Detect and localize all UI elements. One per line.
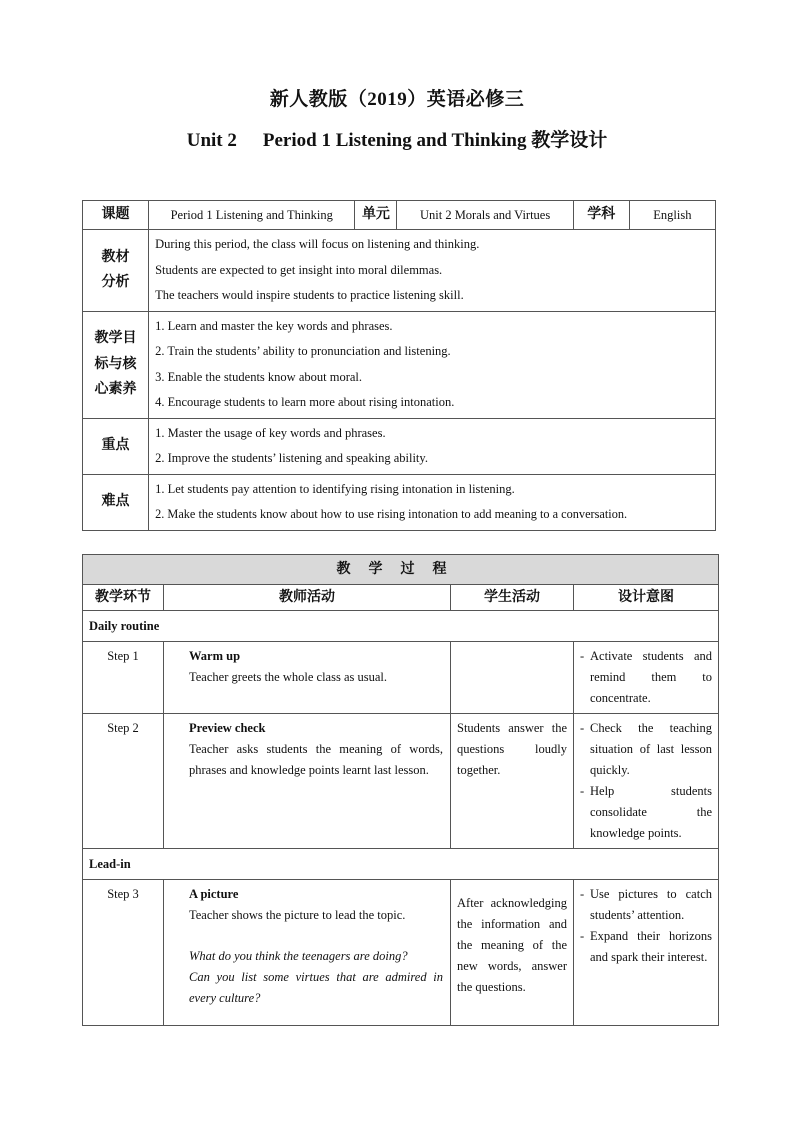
difficulties-label: 难点 [83, 474, 149, 530]
step-label: Step 3 [83, 880, 164, 1026]
objectives-label: 教学目 标与核 心素养 [83, 311, 149, 418]
section-lead-in: Lead-in [83, 849, 719, 880]
design-purpose: - Use pictures to catch students’ attention. - Expand their horizons and spark their interest. [574, 880, 719, 1026]
student-activity: Students answer the questions loudly together. [451, 714, 574, 849]
step-row [83, 642, 719, 714]
section-row [83, 849, 719, 880]
unit-value: Unit 2 Morals and Virtues [397, 201, 573, 230]
step-row [83, 880, 719, 1026]
analysis-label: 教材 分析 [83, 230, 149, 312]
design-purpose: - Check the teaching situation of last lesson quickly. - Help students consolidate the knowledge points. [574, 714, 719, 849]
document-subtitle [0, 125, 794, 152]
teacher-activity: Preview check Teacher asks students the meaning of words, phrases and knowledge points learnt last lesson. [164, 714, 451, 849]
col-stage: 教学环节 [83, 585, 164, 611]
info-row-objectives [83, 311, 716, 418]
topic-value: Period 1 Listening and Thinking [149, 201, 355, 230]
design-purpose: - Activate students and remind them to concentrate. [574, 642, 719, 714]
process-header: 教学过程 [83, 555, 719, 585]
info-row-key-points [83, 418, 716, 474]
section-row [83, 611, 719, 642]
key-points-label: 重点 [83, 418, 149, 474]
analysis-text: During this period, the class will focus on listening and thinking. Students are expected to get insight into moral dilemmas. The teachers would inspire students to practice listening skill. [149, 230, 716, 312]
step-label: Step 1 [83, 642, 164, 714]
subject-value: English [629, 201, 715, 230]
difficulties-text: 1. Let students pay attention to identifying rising intonation in listening. 2. Make the students know about how to use rising intonation to add meaning to a conversation. [149, 474, 716, 530]
process-column-headers [83, 585, 719, 611]
unit-label: 单元 [355, 201, 397, 230]
objectives-text: 1. Learn and master the key words and phrases. 2. Train the students’ ability to pronunciation and listening. 3. Enable the students know about moral. 4. Encourage students to learn more about rising intonation. [149, 311, 716, 418]
step-row [83, 714, 719, 849]
info-header-row [83, 201, 716, 230]
info-row-difficulties [83, 474, 716, 530]
student-activity [451, 642, 574, 714]
subtitle-unit: Unit 2 [186, 130, 237, 151]
step-label: Step 2 [83, 714, 164, 849]
topic-label: 课题 [83, 201, 149, 230]
student-activity: After acknowledging the information and the meaning of the new words, answer the questions. [451, 880, 574, 1026]
col-teacher: 教师活动 [164, 585, 451, 611]
section-daily-routine: Daily routine [83, 611, 719, 642]
document-title: 新人教版（2019）英语必修三 [269, 89, 525, 110]
col-purpose: 设计意图 [574, 585, 719, 611]
teaching-process-table [82, 554, 719, 1026]
teacher-activity: A picture Teacher shows the picture to lead the topic. What do you think the teenagers are doing? Can you list some virtues that are admired in every culture? [164, 880, 451, 1026]
lesson-info-table [82, 200, 716, 531]
info-row-analysis [83, 230, 716, 312]
process-header-row [83, 555, 719, 585]
teacher-activity: Warm up Teacher greets the whole class as usual. [164, 642, 451, 714]
subject-label: 学科 [573, 201, 629, 230]
key-points-text: 1. Master the usage of key words and phrases. 2. Improve the students’ listening and speaking ability. [149, 418, 716, 474]
col-student: 学生活动 [451, 585, 574, 611]
subtitle-period: Period 1 Listening and Thinking 教学设计 [262, 130, 608, 151]
